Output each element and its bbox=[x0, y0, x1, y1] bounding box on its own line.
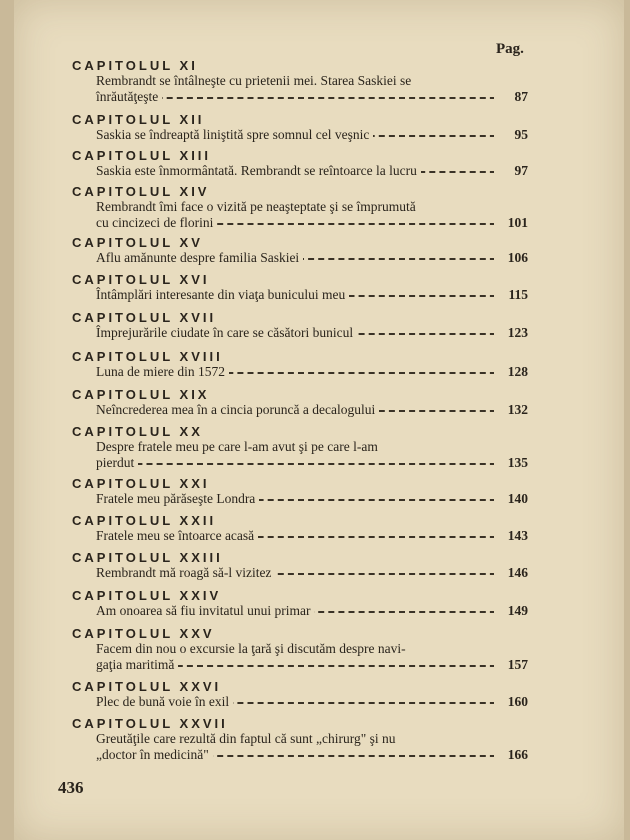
chapter-heading: CAPITOLUL XI bbox=[72, 58, 198, 73]
chapter-heading: CAPITOLUL XXVII bbox=[72, 716, 228, 731]
chapter-heading: CAPITOLUL XXV bbox=[72, 626, 215, 641]
chapter-title-text: Facem din nou o excursie la ţară şi discutăm despre navi- bbox=[96, 641, 410, 656]
chapter-title-line bbox=[96, 250, 528, 266]
chapter-title-text: Plec de bună voie în exil bbox=[96, 694, 233, 709]
chapter-title-line bbox=[96, 731, 506, 747]
chapter-title-line bbox=[96, 565, 528, 581]
toc-entry bbox=[72, 679, 528, 710]
chapter-heading: CAPITOLUL XII bbox=[72, 112, 205, 127]
toc-page-number: 123 bbox=[494, 325, 528, 341]
chapter-title-text: gaţia maritimă bbox=[96, 657, 178, 672]
chapter-title-line bbox=[96, 747, 528, 763]
chapter-title-line bbox=[96, 163, 528, 179]
chapter-heading: CAPITOLUL XIII bbox=[72, 148, 212, 163]
toc-entry bbox=[72, 310, 528, 341]
toc-entry bbox=[72, 716, 528, 763]
chapter-title-text: Greutăţile care rezultă din faptul că sunt „chirurg" şi nu bbox=[96, 731, 400, 746]
toc-entry bbox=[72, 349, 528, 380]
chapter-title-line bbox=[96, 402, 528, 418]
chapter-title-text: Aflu amănunte despre familia Saskiei bbox=[96, 250, 303, 265]
page-number: 436 bbox=[58, 778, 84, 797]
toc-page-number: 157 bbox=[494, 657, 528, 673]
toc-page-number: 132 bbox=[494, 402, 528, 418]
chapter-title-text: Am onoarea să fiu invitatul unui primar bbox=[96, 603, 314, 618]
chapter-title-text: Rembrandt îmi face o vizită pe neaşteptate şi se împrumută bbox=[96, 199, 420, 214]
toc-entry bbox=[72, 550, 528, 581]
toc-entry bbox=[72, 235, 528, 266]
chapter-title-line bbox=[96, 215, 528, 231]
chapter-title-text: Fratele meu părăseşte Londra bbox=[96, 491, 259, 506]
chapter-title-text: înrăutăţeşte bbox=[96, 89, 162, 104]
chapter-title-text: Rembrandt mă roagă să-l vizitez bbox=[96, 565, 275, 580]
toc-entry bbox=[72, 387, 528, 418]
pag-column-label: Pag. bbox=[496, 41, 524, 57]
toc-page-number: 149 bbox=[494, 603, 528, 619]
toc-page-number: 106 bbox=[494, 250, 528, 266]
toc-page-number: 101 bbox=[494, 215, 528, 231]
chapter-title-line bbox=[96, 325, 528, 341]
chapter-heading: CAPITOLUL XXII bbox=[72, 513, 217, 528]
toc-entry bbox=[72, 626, 528, 673]
toc-entry bbox=[72, 424, 528, 471]
chapter-title-line bbox=[96, 127, 528, 143]
chapter-title-line bbox=[96, 364, 528, 380]
toc-page-number: 95 bbox=[494, 127, 528, 143]
chapter-title-line bbox=[96, 491, 528, 507]
toc-entry bbox=[72, 272, 528, 303]
toc-page-number: 115 bbox=[494, 287, 528, 303]
toc-page-number: 166 bbox=[494, 747, 528, 763]
chapter-heading: CAPITOLUL XXI bbox=[72, 476, 210, 491]
chapter-heading: CAPITOLUL XXIII bbox=[72, 550, 223, 565]
chapter-title-text: pierdut bbox=[96, 455, 138, 470]
chapter-title-text: Împrejurările ciudate în care se căsători bunicul bbox=[96, 325, 357, 340]
chapter-title-line bbox=[96, 439, 506, 455]
chapter-title-text: Întâmplări interesante din viaţa bunicului meu bbox=[96, 287, 349, 302]
chapter-title-line bbox=[96, 641, 506, 657]
chapter-heading: CAPITOLUL XVIII bbox=[72, 349, 223, 364]
chapter-heading: CAPITOLUL XXIV bbox=[72, 588, 222, 603]
book-page bbox=[14, 0, 624, 840]
chapter-title-line bbox=[96, 89, 528, 105]
leader-dashes bbox=[96, 463, 506, 465]
toc-page-number: 135 bbox=[494, 455, 528, 471]
toc-entry bbox=[72, 58, 528, 105]
chapter-title-text: Neîncrederea mea în a cincia poruncă a decalogului bbox=[96, 402, 379, 417]
chapter-title-line bbox=[96, 694, 528, 710]
chapter-heading: CAPITOLUL XXVI bbox=[72, 679, 222, 694]
chapter-title-text: Fratele meu se întoarce acasă bbox=[96, 528, 258, 543]
chapter-heading: CAPITOLUL XVI bbox=[72, 272, 210, 287]
chapter-title-line bbox=[96, 528, 528, 544]
chapter-title-line bbox=[96, 455, 528, 471]
chapter-title-line bbox=[96, 287, 528, 303]
toc-entry bbox=[72, 513, 528, 544]
chapter-title-text: Despre fratele meu pe care l-am avut şi pe care l-am bbox=[96, 439, 382, 454]
chapter-heading: CAPITOLUL XVII bbox=[72, 310, 217, 325]
toc-entry bbox=[72, 148, 528, 179]
chapter-heading: CAPITOLUL XIX bbox=[72, 387, 210, 402]
toc-page-number: 87 bbox=[494, 89, 528, 105]
chapter-title-text: cu cincizeci de florini bbox=[96, 215, 217, 230]
toc-page-number: 146 bbox=[494, 565, 528, 581]
toc-page-number: 160 bbox=[494, 694, 528, 710]
chapter-heading: CAPITOLUL XIV bbox=[72, 184, 210, 199]
chapter-title-text: Luna de miere din 1572 bbox=[96, 364, 229, 379]
chapter-title-line bbox=[96, 73, 506, 89]
toc-page-number: 140 bbox=[494, 491, 528, 507]
toc-entry bbox=[72, 184, 528, 231]
toc-entry bbox=[72, 476, 528, 507]
toc-entry bbox=[72, 588, 528, 619]
chapter-title-line bbox=[96, 199, 506, 215]
chapter-title-text: Rembrandt se întâlneşte cu prietenii mei. Starea Saskiei se bbox=[96, 73, 415, 88]
chapter-title-text: „doctor în medicină" bbox=[96, 747, 213, 762]
chapter-title-line bbox=[96, 657, 528, 673]
chapter-heading: CAPITOLUL XX bbox=[72, 424, 203, 439]
toc-page-number: 128 bbox=[494, 364, 528, 380]
chapter-heading: CAPITOLUL XV bbox=[72, 235, 203, 250]
toc-page-number: 97 bbox=[494, 163, 528, 179]
chapter-title-text: Saskia este înmormântată. Rembrandt se reîntoarce la lucru bbox=[96, 163, 421, 178]
toc-entry bbox=[72, 112, 528, 143]
chapter-title-text: Saskia se îndreaptă liniştită spre somnul cel veşnic bbox=[96, 127, 373, 142]
toc-page-number: 143 bbox=[494, 528, 528, 544]
chapter-title-line bbox=[96, 603, 528, 619]
